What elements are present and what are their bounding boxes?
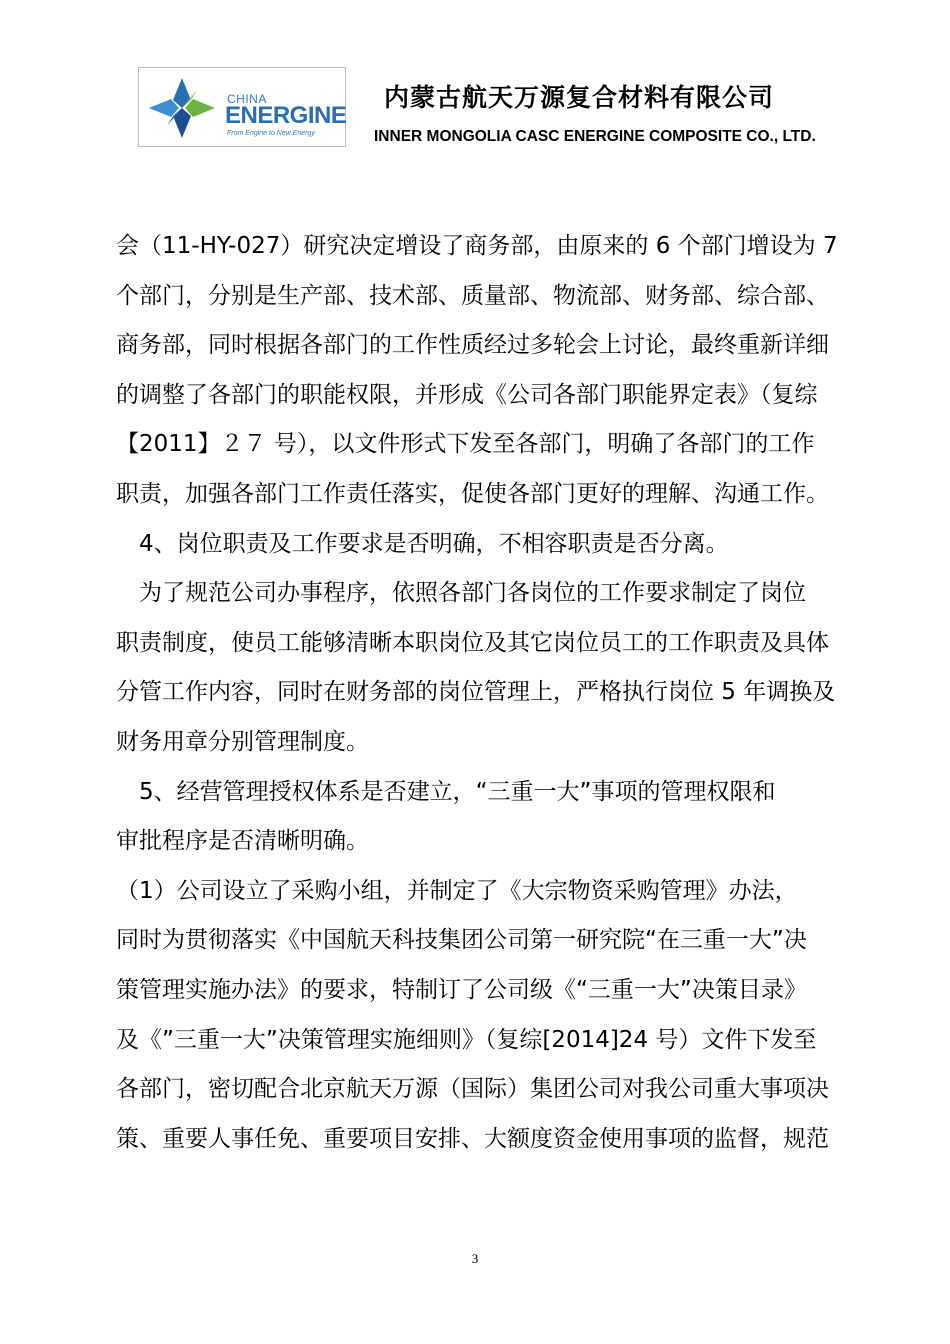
text-line: 审批程序是否清晰明确。 (116, 828, 369, 855)
section-heading-4: 4、岗位职责及工作要求是否明确，不相容职责是否分离。 (116, 530, 729, 557)
page-number: 3 (471, 1251, 479, 1266)
text-line: 分管工作内容，同时在财务部的岗位管理上，严格执行岗位 5 年调换及 (116, 679, 836, 706)
text-line: 的调整了各部门的职能权限，并形成《公司各部门职能界定表》（复综 (116, 381, 818, 408)
text-line: 会（11-HY-027）研究决定增设了商务部，由原来的 6 个部门增设为 7 (116, 233, 838, 259)
body-text (116, 222, 856, 1164)
section-heading-5: 5、经营管理授权体系是否建立，“三重一大”事项的管理权限和 (116, 778, 776, 805)
text-line: 各部门，密切配合北京航天万源（国际）集团公司对我公司重大事项决 (116, 1076, 829, 1103)
logo-china-text: CHINA (227, 92, 267, 106)
logo-energine-text: ENERGINE (225, 102, 347, 129)
text-line: 财务用章分别管理制度。 (116, 728, 369, 755)
text-line: （1）公司设立了采购小组，并制定了《大宗物资采购管理》办法， (116, 877, 798, 904)
text-line: 商务部，同时根据各部门的工作性质经过多轮会上讨论，最终重新详细 (116, 332, 829, 359)
text-line: 职责制度，使员工能够清晰本职岗位及其它岗位员工的工作职责及具体 (116, 629, 829, 656)
logo-star-icon (147, 76, 217, 140)
text-line: 策管理实施办法》的要求，特制订了公司级《“三重一大”决策目录》 (116, 976, 807, 1003)
text-line: 职责，加强各部门工作责任落实，促使各部门更好的理解、沟通工作。 (116, 480, 829, 507)
logo-tagline: From Engine to New Energy (227, 130, 315, 137)
text-line: 为了规范公司办事程序，依照各部门各岗位的工作要求制定了岗位 (116, 580, 806, 607)
company-name-cn: 内蒙古航天万源复合材料有限公司 (384, 83, 775, 112)
text-line: 同时为贯彻落实《中国航天科技集团公司第一研究院“在三重一大”决 (116, 927, 807, 954)
text-line: 【2011】２７ 号），以文件形式下发至各部门，明确了各部门的工作 (116, 431, 815, 458)
company-name-en: INNER MONGOLIA CASC ENERGINE COMPOSITE CO., LTD. (374, 128, 816, 145)
text-line: 及《”三重一大”决策管理实施细则》（复综[2014]24 号）文件下发至 (116, 1026, 817, 1053)
text-line: 策、重要人事任免、重要项目安排、大额度资金使用事项的监督，规范 (116, 1125, 829, 1152)
company-logo (138, 67, 346, 147)
text-line: 个部门，分别是生产部、技术部、质量部、物流部、财务部、综合部、 (116, 282, 829, 309)
